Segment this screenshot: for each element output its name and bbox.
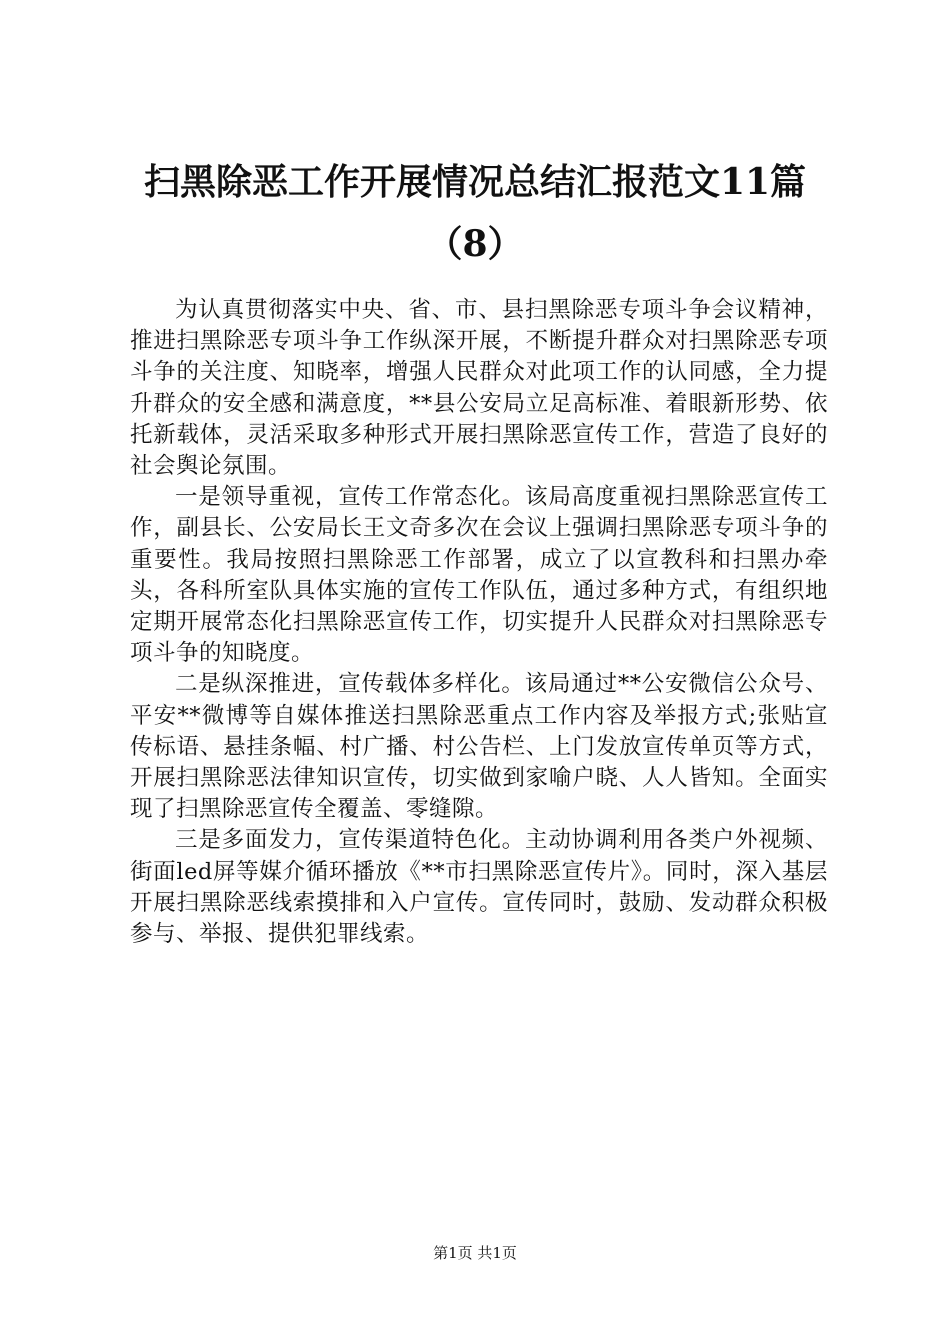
page-footer: 第1页 共1页 [433,1244,517,1262]
paragraph-channels: 三是多面发力，宣传渠道特色化。主动协调利用各类户外视频、街面led屏等媒介循环播放《**市扫黑除恶宣传片》。同时，深入基层开展扫黑除恶线索摸排和入户宣传。宣传同时，鼓励、发动群众积极参与、举报、提供犯罪线索。 [130,827,828,948]
document-body [130,295,828,950]
document-title-number: （8） [426,223,524,265]
paragraph-leadership: 一是领导重视，宣传工作常态化。该局高度重视扫黑除恶宣传工作，副县长、公安局长王文奇多次在会议上强调扫黑除恶专项斗争的重要性。我局按照扫黑除恶工作部署，成立了以宣教科和扫黑办牵头，各科所室队具体实施的宣传工作队伍，通过多种方式，有组织地定期开展常态化扫黑除恶宣传工作，切实提升人民群众对扫黑除恶专项斗争的知晓度。 [130,484,828,667]
paragraph-intro: 为认真贯彻落实中央、省、市、县扫黑除恶专项斗争会议精神，推进扫黑除恶专项斗争工作纵深开展，不断提升群众对扫黑除恶专项斗争的关注度、知晓率，增强人民群众对此项工作的认同感，全力提升群众的安全感和满意度，**县公安局立足高标准、着眼新形势、依托新载体，灵活采取多种形式开展扫黑除恶宣传工作，营造了良好的社会舆论氛围。 [130,297,828,480]
document-title: 扫黑除恶工作开展情况总结汇报范文11篇 [143,161,807,203]
paragraph-carriers: 二是纵深推进，宣传载体多样化。该局通过**公安微信公众号、平安**微博等自媒体推送扫黑除恶重点工作内容及举报方式;张贴宣传标语、悬挂条幅、村广播、村公告栏、上门发放宣传单页等方式，开展扫黑除恶法律知识宣传，切实做到家喻户晓、人人皆知。全面实现了扫黑除恶宣传全覆盖、零缝隙。 [130,671,828,823]
